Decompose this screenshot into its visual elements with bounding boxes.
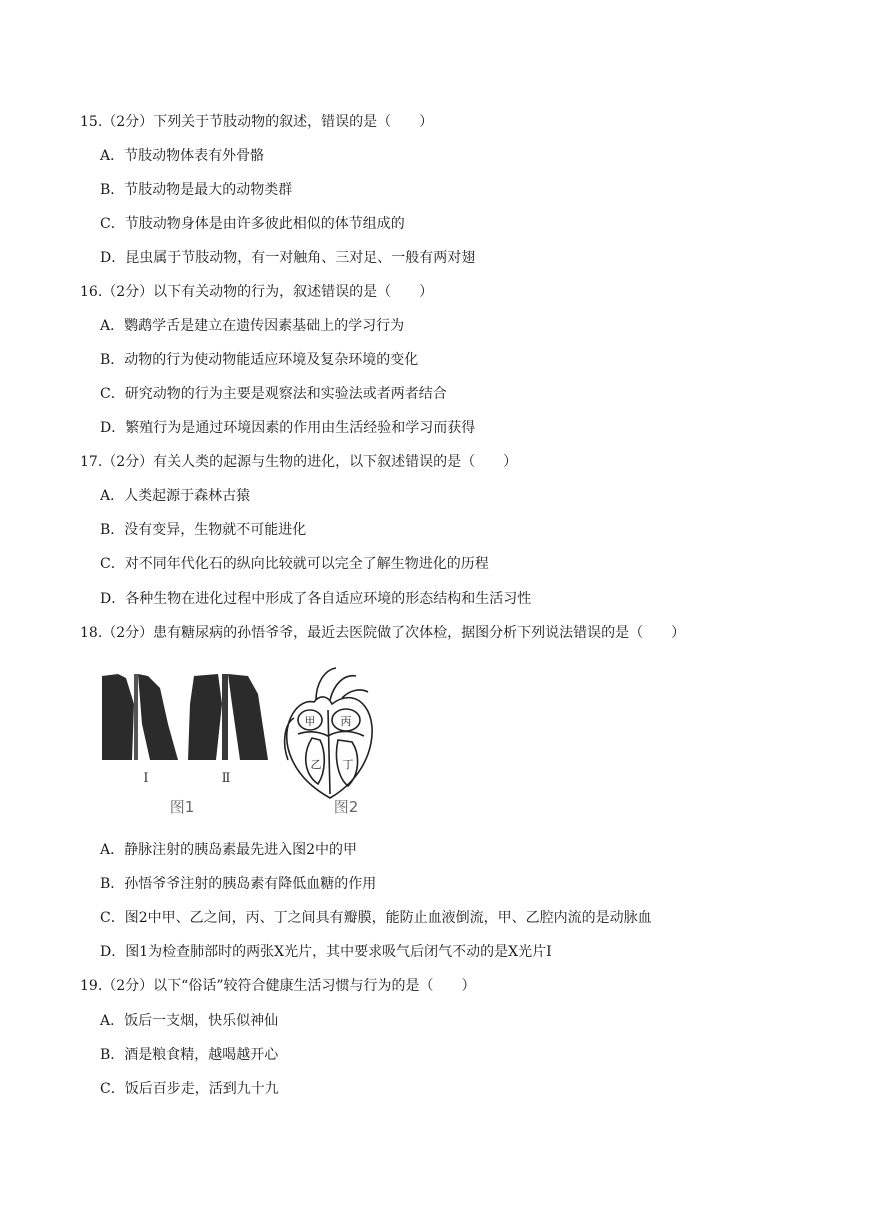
- question-18-stem: 18.（2分）患有糖尿病的孙悟爷爷，最近去医院做了次体检，据图分析下列说法错误的是（ ）: [80, 625, 686, 641]
- question-18-option-a: A．静脉注射的胰岛素最先进入图2中的甲: [100, 842, 358, 858]
- question-17-option-c: C．对不同年代化石的纵向比较就可以完全了解生物进化的历程: [100, 556, 489, 572]
- question-17-option-a: A．人类起源于森林古猿: [100, 488, 251, 504]
- heart-diagram: [285, 668, 373, 798]
- question-16-stem: 16.（2分）以下有关动物的行为，叙述错误的是（ ）: [80, 284, 434, 300]
- xray-label-1: Ⅰ: [143, 771, 149, 786]
- figure-1-caption: 图1: [169, 798, 195, 816]
- chamber-label-ding: 丁: [342, 758, 354, 771]
- question-18-figure: [98, 664, 378, 824]
- question-15-option-c: C．节肢动物身体是由许多彼此相似的体节组成的: [100, 216, 405, 232]
- xray-panel-1: [100, 672, 180, 762]
- question-15-option-a: A．节肢动物体表有外骨骼: [100, 148, 265, 164]
- chamber-label-bing: 丙: [340, 715, 352, 728]
- question-19-stem: 19.（2分）以下“俗话”较符合健康生活习惯与行为的是（ ）: [80, 978, 476, 994]
- chamber-label-jia: 甲: [304, 715, 316, 728]
- figure-svg: [98, 664, 378, 824]
- question-17-option-d: D．各种生物在进化过程中形成了各自适应环境的形态结构和生活习性: [100, 591, 532, 607]
- xray-label-2: Ⅱ: [221, 771, 231, 786]
- xray-panel-2: [186, 672, 270, 762]
- question-16-option-d: D．繁殖行为是通过环境因素的作用由生活经验和学习而获得: [100, 420, 476, 436]
- question-19-option-b: B．酒是粮食精，越喝越开心: [100, 1047, 279, 1063]
- question-15-option-d: D．昆虫属于节肢动物，有一对触角、三对足、一般有两对翅: [100, 250, 476, 266]
- question-16-option-b: B．动物的行为使动物能适应环境及复杂环境的变化: [100, 352, 419, 368]
- question-16-option-a: A．鹦鹉学舌是建立在遗传因素基础上的学习行为: [100, 318, 405, 334]
- question-18-option-b: B．孙悟爷爷注射的胰岛素有降低血糖的作用: [100, 876, 377, 892]
- question-15-stem: 15.（2分）下列关于节肢动物的叙述，错误的是（ ）: [80, 114, 434, 130]
- figure-2-caption: 图2: [333, 798, 359, 816]
- question-19-option-a: A．饭后一支烟，快乐似神仙: [100, 1013, 279, 1029]
- question-18-option-c: C．图2中甲、乙之间，丙、丁之间具有瓣膜，能防止血液倒流，甲、乙腔内流的是动脉血: [100, 910, 652, 926]
- question-17-option-b: B．没有变异，生物就不可能进化: [100, 522, 307, 538]
- question-19-option-c: C．饭后百步走，活到九十九: [100, 1081, 279, 1097]
- question-17-stem: 17.（2分）有关人类的起源与生物的进化，以下叙述错误的是（ ）: [80, 454, 518, 470]
- question-18-option-d: D．图1为检查肺部时的两张X光片，其中要求吸气后闭气不动的是X光片Ⅰ: [100, 944, 552, 960]
- question-15-option-b: B．节肢动物是最大的动物类群: [100, 182, 293, 198]
- question-16-option-c: C．研究动物的行为主要是观察法和实验法或者两者结合: [100, 386, 447, 402]
- chamber-label-yi: 乙: [310, 758, 322, 771]
